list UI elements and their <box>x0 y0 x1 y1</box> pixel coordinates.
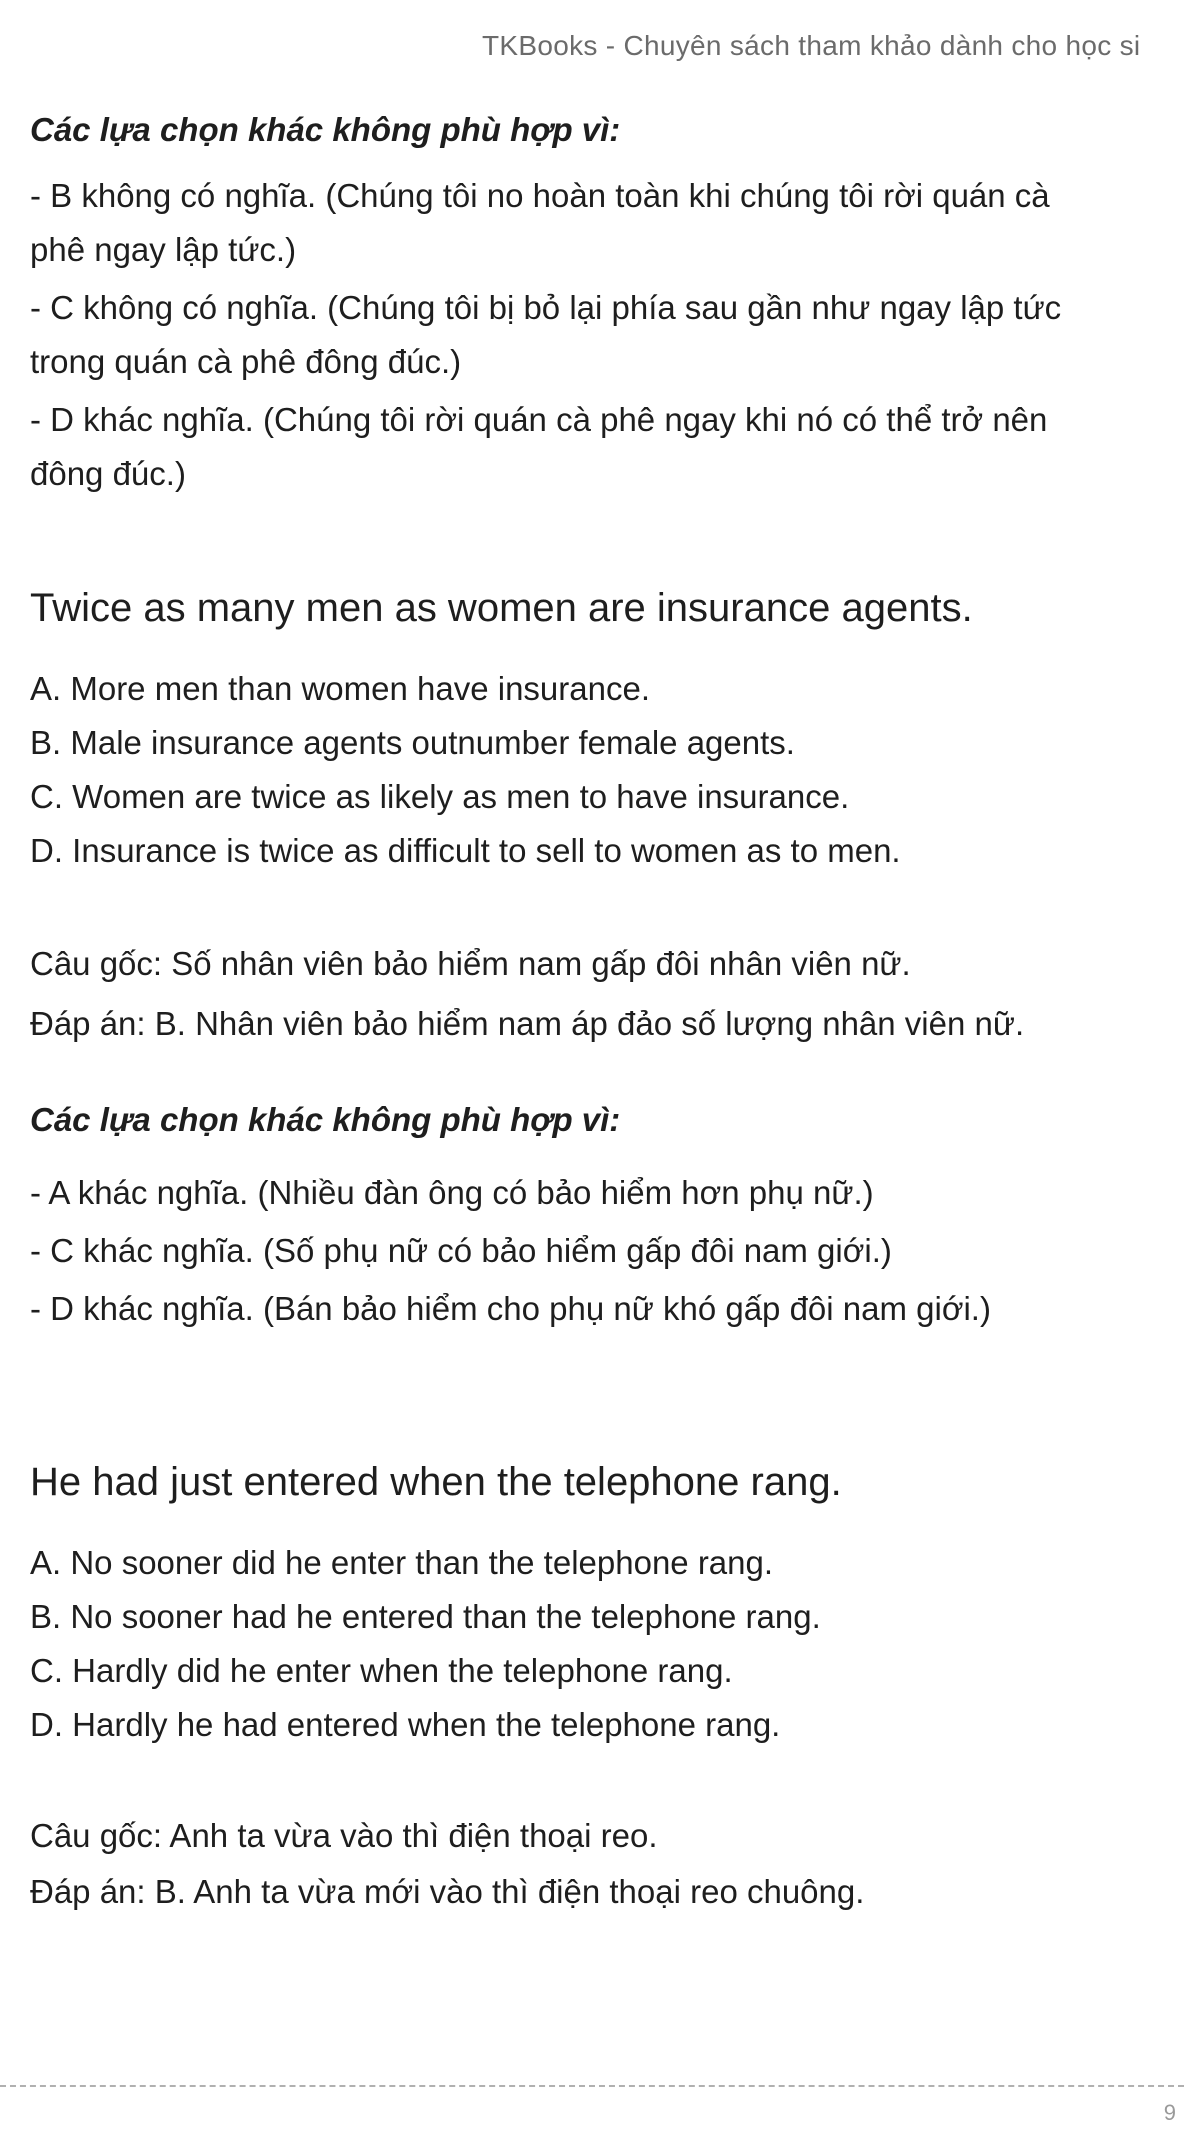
question2-choice-b: B. Male insurance agents outnumber female agents. <box>30 724 795 761</box>
question2-choice-a: A. More men than women have insurance. <box>30 670 650 707</box>
section1-line: trong quán cà phê đông đúc.) <box>30 343 462 380</box>
question2-reason: - D khác nghĩa. (Bán bảo hiểm cho phụ nữ khó gấp đôi nam giới.) <box>30 1290 991 1327</box>
section1-line: phê ngay lập tức.) <box>30 231 297 268</box>
question3-choice-a: A. No sooner did he enter than the telephone rang. <box>30 1544 774 1581</box>
question2-answer: Đáp án: B. Nhân viên bảo hiểm nam áp đảo số lượng nhân viên nữ. <box>30 1005 1025 1042</box>
running-header: TKBooks - Chuyên sách tham khảo dành cho học si <box>482 30 1141 61</box>
question2-reason: - C khác nghĩa. (Số phụ nữ có bảo hiểm gấp đôi nam giới.) <box>30 1232 892 1269</box>
section1-line: - C không có nghĩa. (Chúng tôi bị bỏ lại phía sau gần như ngay lập tức <box>30 289 1062 326</box>
page-number: 9 <box>1163 2100 1176 2125</box>
question2-choice-c: C. Women are twice as likely as men to have insurance. <box>30 778 850 815</box>
question3-choice-b: B. No sooner had he entered than the telephone rang. <box>30 1598 821 1635</box>
section1-line: - D khác nghĩa. (Chúng tôi rời quán cà phê ngay khi nó có thể trở nên <box>30 401 1048 438</box>
question2-original: Câu gốc: Số nhân viên bảo hiểm nam gấp đôi nhân viên nữ. <box>30 945 911 982</box>
page-content <box>30 108 1165 1920</box>
section1-line: - B không có nghĩa. (Chúng tôi no hoàn toàn khi chúng tôi rời quán cà <box>30 177 1050 214</box>
question3-answer: Đáp án: B. Anh ta vừa mới vào thì điện thoại reo chuông. <box>30 1873 865 1910</box>
question2-reason: - A khác nghĩa. (Nhiều đàn ông có bảo hiểm hơn phụ nữ.) <box>30 1174 874 1211</box>
question3-choice-d: D. Hardly he had entered when the telephone rang. <box>30 1706 781 1743</box>
question3-original: Câu gốc: Anh ta vừa vào thì điện thoại reo. <box>30 1817 658 1854</box>
question2-reasons-heading: Các lựa chọn khác không phù hợp vì: <box>30 1101 621 1138</box>
question2-sentence: Twice as many men as women are insurance agents. <box>30 586 973 630</box>
footer-divider <box>0 2085 1184 2087</box>
question2-choice-d: D. Insurance is twice as difficult to sell to women as to men. <box>30 832 901 869</box>
question3-sentence: He had just entered when the telephone rang. <box>30 1460 842 1504</box>
section1-heading: Các lựa chọn khác không phù hợp vì: <box>30 111 621 148</box>
question3-choice-c: C. Hardly did he enter when the telephone rang. <box>30 1652 733 1689</box>
section1-line: đông đúc.) <box>30 455 186 492</box>
